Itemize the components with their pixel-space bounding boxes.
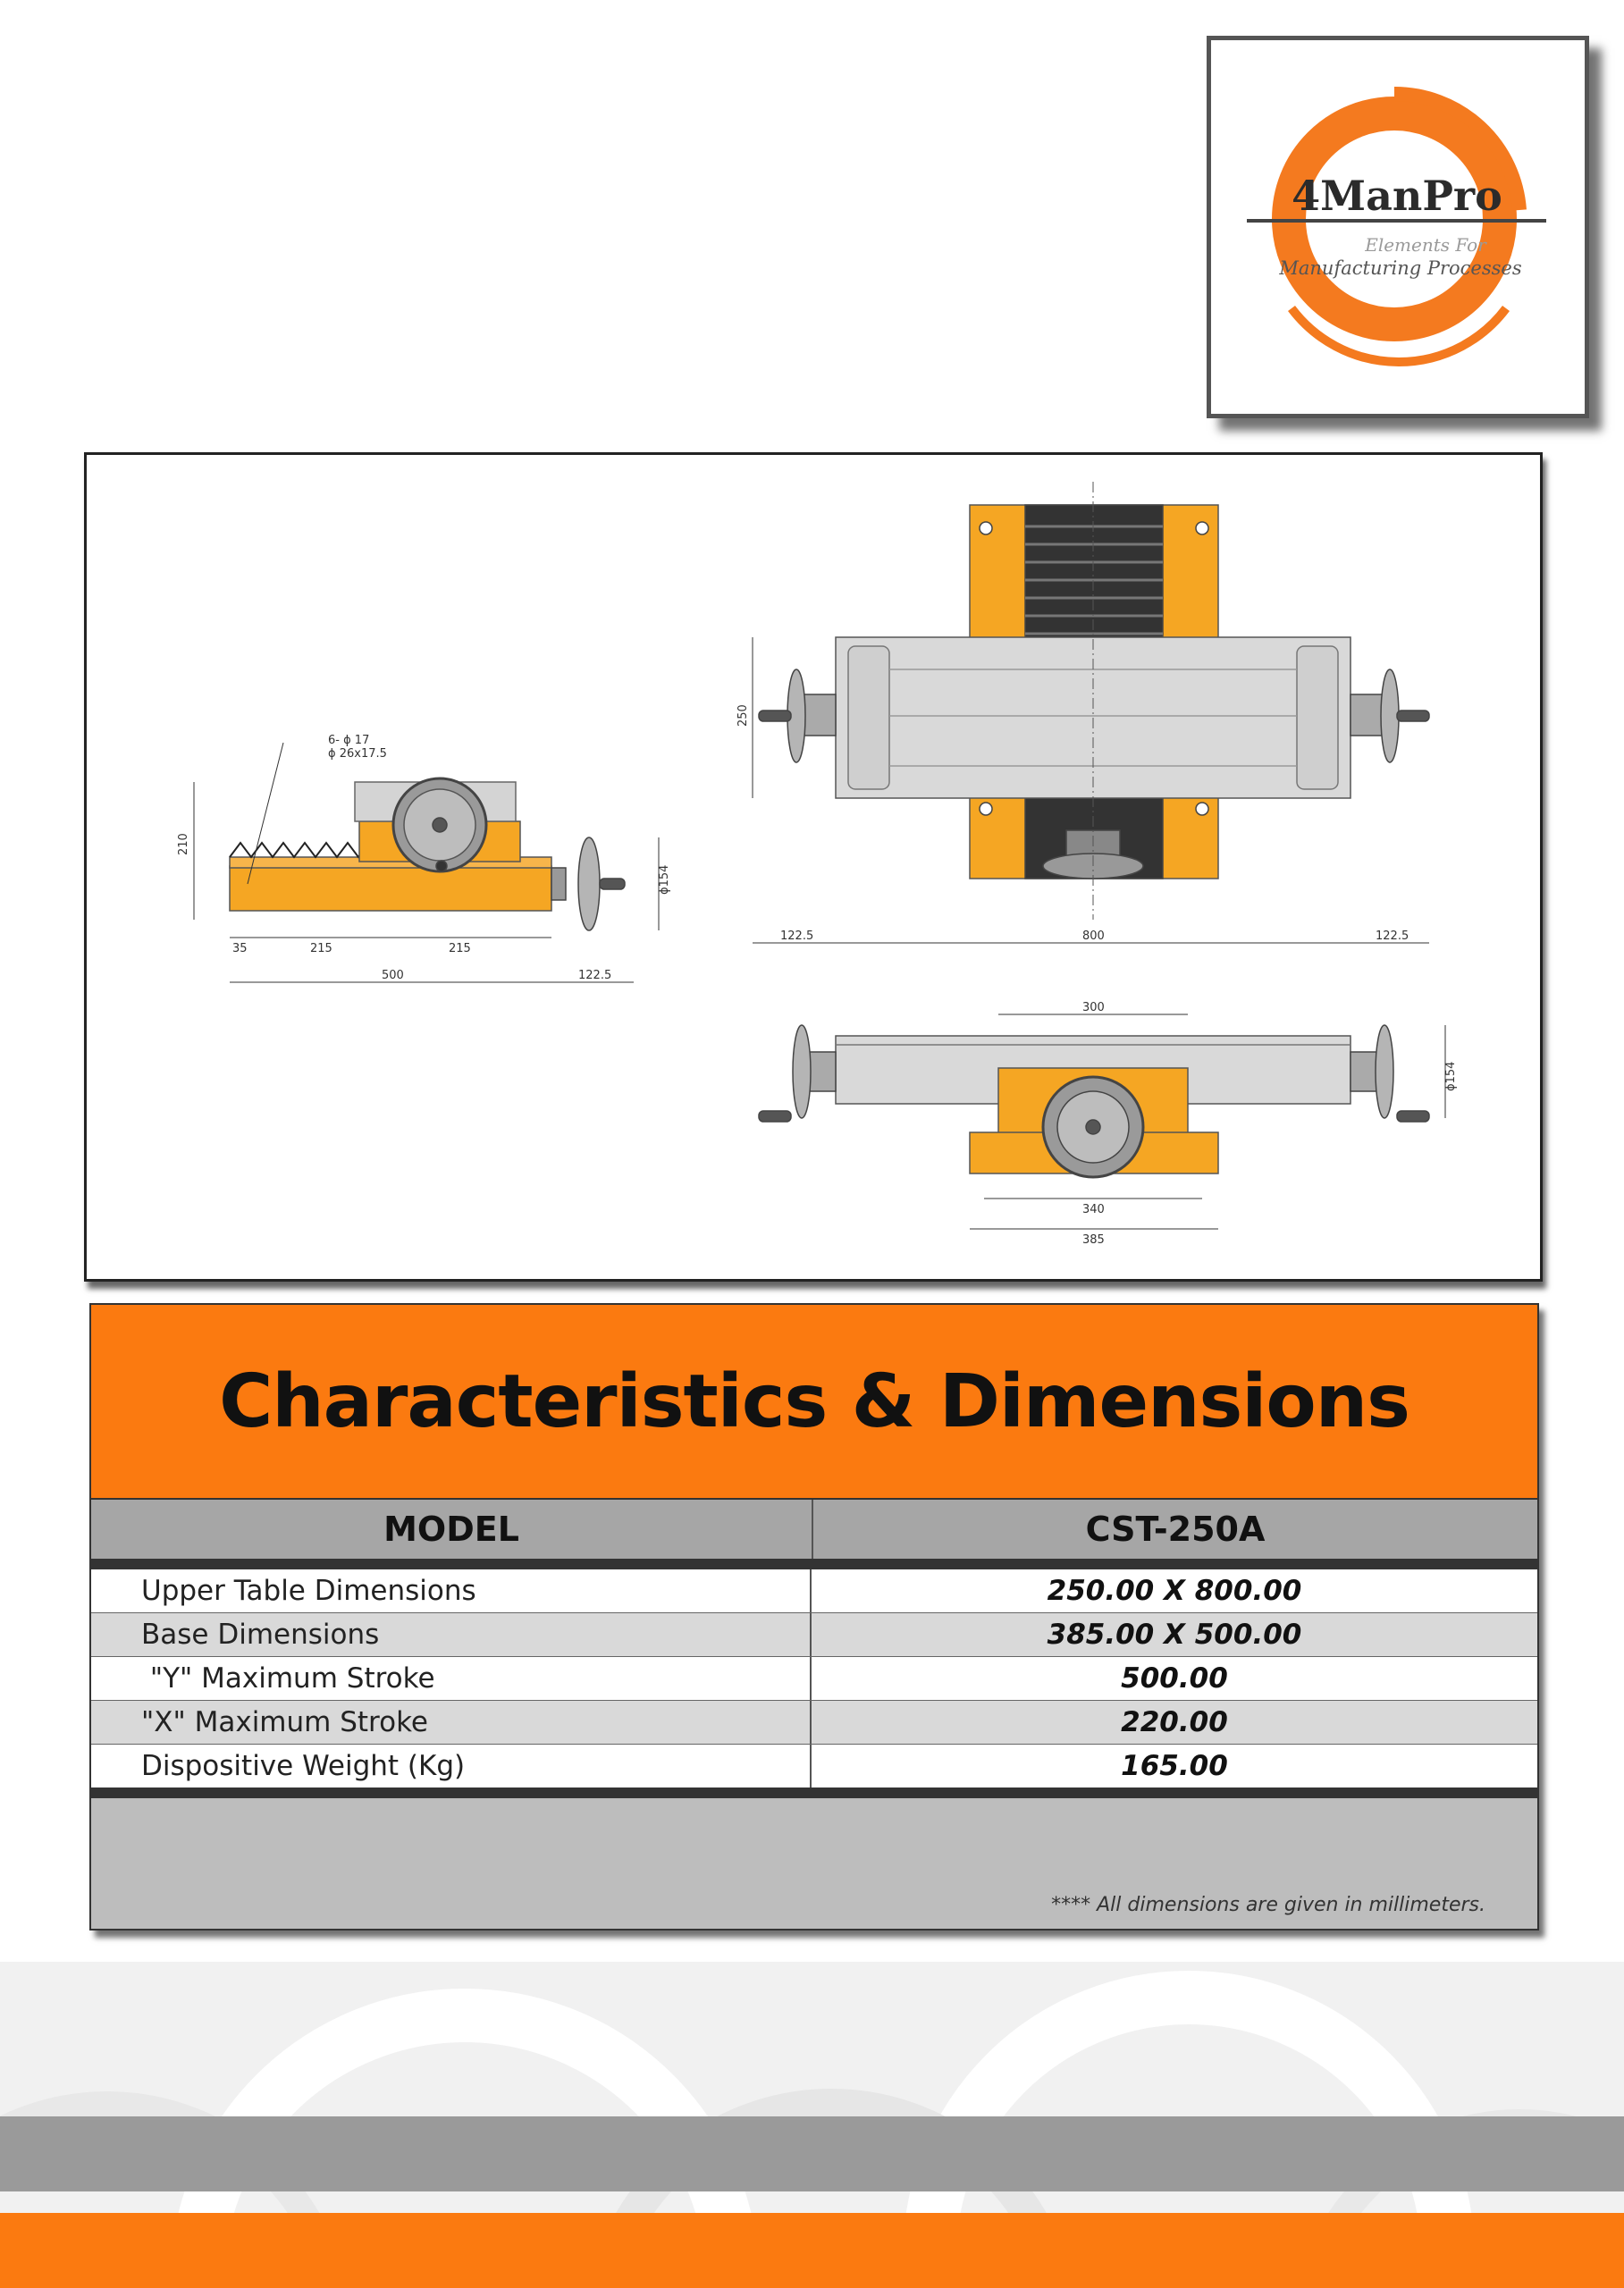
front-dim-wheel: ϕ154 [1444, 1061, 1458, 1091]
side-dim-122: 122.5 [578, 969, 612, 982]
side-dim-35: 35 [232, 942, 248, 955]
spec-header-value: CST-250A [1085, 1510, 1266, 1549]
top-dim-right: 122.5 [1376, 930, 1409, 943]
spec-header [91, 1500, 1537, 1569]
spec-header-label: MODEL [91, 1500, 813, 1559]
footer-orange-band [0, 2213, 1624, 2288]
logo-wordmark: 4ManPro [1292, 172, 1502, 220]
spec-label: Base Dimensions [91, 1613, 812, 1656]
front-view [759, 1014, 1445, 1229]
spec-label: "Y" Maximum Stroke [91, 1657, 812, 1700]
side-hole-note-1: 6- ϕ 17 [328, 734, 370, 747]
side-dim-height: 210 [177, 833, 190, 855]
front-dim-base-inner: 340 [1082, 1203, 1105, 1216]
side-dim-wheel: ϕ154 [658, 864, 671, 895]
side-dim-215a: 215 [310, 942, 332, 955]
top-dim-width: 250 [736, 704, 750, 727]
side-view [194, 743, 659, 982]
side-dim-500: 500 [382, 969, 404, 982]
spec-value: 250.00 X 800.00 [1047, 1575, 1302, 1607]
front-dim-travel: 300 [1082, 1001, 1105, 1014]
logo-tagline-1: Elements For [1365, 234, 1486, 256]
spec-value: 165.00 [1121, 1750, 1228, 1782]
top-view [753, 482, 1429, 943]
spec-value: 500.00 [1121, 1662, 1228, 1695]
technical-drawing [84, 452, 1543, 1282]
top-dim-left: 122.5 [780, 930, 814, 943]
logo-card [1207, 36, 1589, 418]
side-dim-215b: 215 [449, 942, 471, 955]
spec-panel [89, 1303, 1539, 1930]
table-row [91, 1701, 1537, 1745]
spec-value: 385.00 X 500.00 [1047, 1619, 1302, 1651]
spec-label: Dispositive Weight (Kg) [91, 1745, 812, 1788]
spec-table [91, 1569, 1537, 1798]
spec-banner [91, 1305, 1537, 1500]
spec-label: "X" Maximum Stroke [91, 1701, 812, 1744]
spec-label: Upper Table Dimensions [91, 1569, 812, 1612]
side-hole-note-2: ϕ 26x17.5 [328, 747, 387, 761]
table-row [91, 1613, 1537, 1657]
footer-gray-band [0, 2116, 1624, 2191]
company-logo [1211, 40, 1585, 414]
table-row [91, 1569, 1537, 1613]
spec-title: Characteristics & Dimensions [219, 1358, 1409, 1444]
front-dim-base-outer: 385 [1082, 1233, 1105, 1247]
top-dim-length: 800 [1082, 930, 1105, 943]
table-row [91, 1657, 1537, 1701]
logo-tagline-2: Manufacturing Processes [1279, 257, 1522, 279]
table-row [91, 1745, 1537, 1788]
spec-value: 220.00 [1121, 1706, 1228, 1738]
units-note: **** All dimensions are given in millimeters. [1051, 1894, 1485, 1916]
